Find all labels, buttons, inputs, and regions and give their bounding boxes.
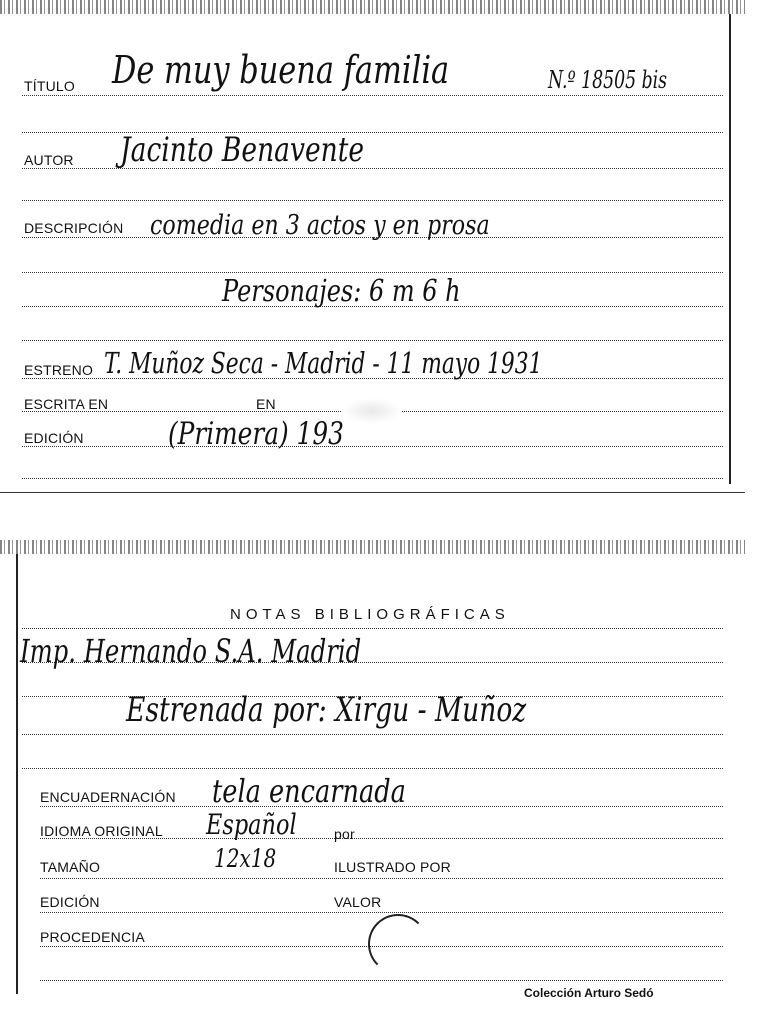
autor-handwritten: Jacinto Benavente: [120, 130, 365, 170]
edicion-handwritten: (Primera) 193: [168, 416, 344, 452]
ilustrado-por-label: ILUSTRADO POR: [334, 859, 451, 875]
tamano-handwritten: 12x18: [214, 844, 277, 873]
personajes-handwritten: Personajes: 6 m 6 h: [222, 274, 461, 309]
paper-smudge: [342, 398, 402, 424]
descripcion-label: DESCRIPCIÓN: [24, 220, 124, 236]
catalog-card-top: [0, 0, 745, 490]
card-bottom-left-border: [16, 554, 18, 994]
idioma-original-label: IDIOMA ORIGINAL: [40, 823, 163, 839]
encuadernacion-label: ENCUADERNACIÓN: [40, 789, 176, 805]
notas-heading: NOTAS BIBLIOGRÁFICAS: [230, 606, 510, 623]
tamano-label: TAMAÑO: [40, 859, 101, 875]
coleccion-credit: Colección Arturo Sedó: [524, 986, 654, 1000]
procedencia-label: PROCEDENCIA: [40, 929, 145, 945]
card-divider: [0, 492, 745, 493]
partial-stamp: [368, 914, 428, 974]
idioma-handwritten: Español: [206, 808, 297, 841]
card-top-edge: [0, 0, 745, 14]
catalog-card-bottom: [0, 540, 745, 1020]
edicion-label-top: EDICIÓN: [24, 430, 84, 446]
en-label: EN: [256, 396, 276, 412]
estreno-handwritten: T. Muñoz Seca - Madrid - 11 mayo 1931: [104, 346, 543, 380]
titulo-label: TÍTULO: [24, 78, 75, 94]
estreno-label: ESTRENO: [24, 362, 94, 378]
nota-2-handwritten: Estrenada por: Xirgu - Muñoz: [126, 690, 527, 730]
card-bottom-edge: [0, 540, 745, 554]
descripcion-handwritten: comedia en 3 actos y en prosa: [150, 210, 490, 241]
card-top-right-border: [729, 14, 731, 484]
escrita-en-label: ESCRITA EN: [24, 396, 109, 412]
encuadernacion-handwritten: tela encarnada: [212, 772, 406, 810]
valor-label: VALOR: [334, 894, 382, 910]
titulo-handwritten: De muy buena familia: [112, 48, 450, 92]
catalog-number: N.º 18505 bis: [548, 66, 668, 94]
por-label: por: [334, 826, 355, 842]
edicion-label-bottom: EDICIÓN: [40, 894, 100, 910]
nota-1-handwritten: Imp. Hernando S.A. Madrid: [20, 632, 362, 670]
autor-label: AUTOR: [24, 152, 74, 168]
